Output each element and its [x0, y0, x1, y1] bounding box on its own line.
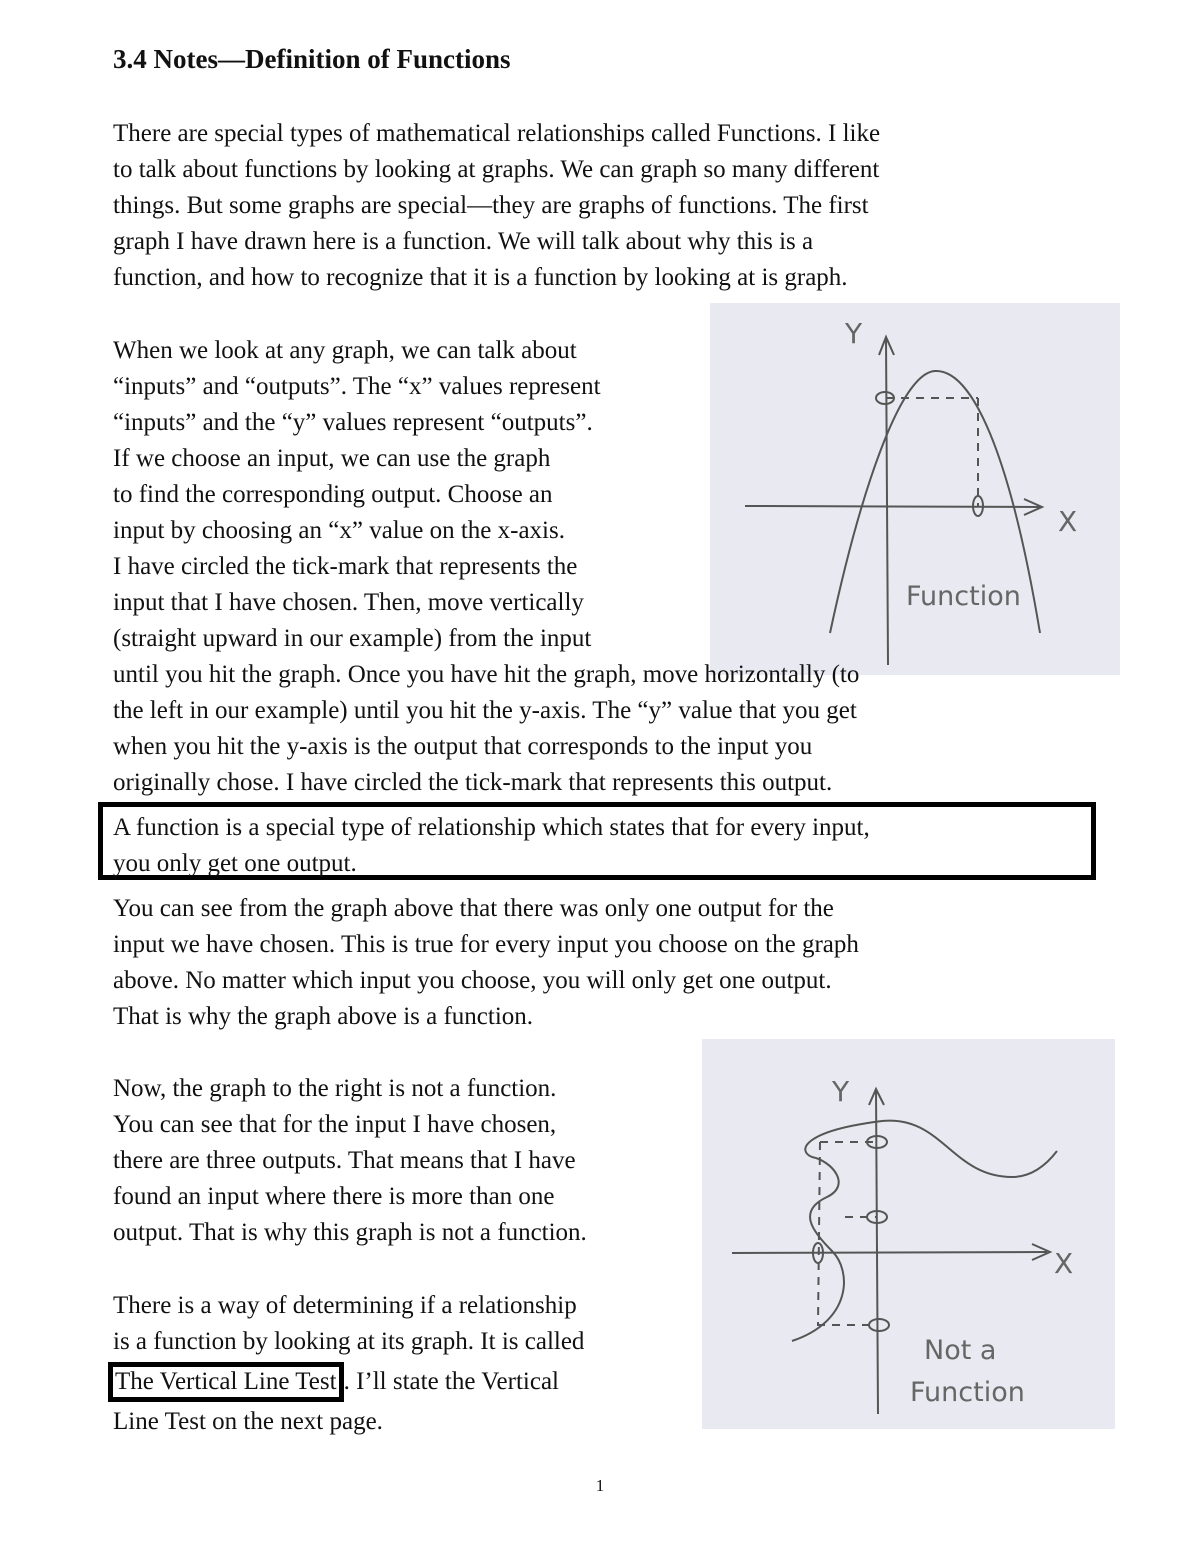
text-line: when you hit the y-axis is the output that corresponds to the input you: [113, 733, 813, 760]
dashed-vertical: [818, 1142, 820, 1325]
text-line: “inputs” and “outputs”. The “x” values represent: [113, 373, 601, 400]
explanation-paragraph: [113, 891, 859, 1035]
text-line: That is why the graph above is a function.: [113, 1003, 534, 1030]
text-line: Now, the graph to the right is not a function.: [113, 1075, 557, 1102]
text-line: to find the corresponding output. Choose an: [113, 481, 553, 508]
inputs-outputs-paragraph: [113, 333, 859, 801]
text-line: above. No matter which input you choose, you will only get one output.: [113, 967, 832, 994]
text-line: input that I have chosen. Then, move vertically: [113, 589, 584, 616]
graph-caption-line1: Not a: [924, 1335, 997, 1366]
x-axis: [732, 1252, 1047, 1253]
vertical-line-test-box: The Vertical Line Test: [108, 1362, 344, 1402]
text-line: You can see from the graph above that there was only one output for the: [113, 895, 834, 922]
text-line: There are special types of mathematical relationships called Functions. I like: [113, 120, 881, 147]
y-axis-label: Y: [832, 1075, 850, 1108]
text-line: until you hit the graph. Once you have hit the graph, move horizontally (to: [113, 661, 860, 688]
text-line: there are three outputs. That means that I have: [113, 1147, 576, 1174]
text-line: is a function by looking at its graph. It is called: [113, 1328, 585, 1355]
x-axis-label: X: [1058, 505, 1078, 538]
text-line: “inputs” and the “y” values represent “outputs”.: [113, 409, 593, 436]
page-title: 3.4 Notes—Definition of Functions: [113, 44, 511, 74]
text-line: You can see that for the input I have chosen,: [113, 1111, 557, 1138]
text-line: output. That is why this graph is not a function.: [113, 1219, 587, 1246]
text-line: There is a way of determining if a relationship: [113, 1292, 577, 1319]
vertical-line-test-paragraph: [113, 1288, 584, 1440]
text-line: When we look at any graph, we can talk about: [113, 337, 577, 364]
text-line: function, and how to recognize that it is a function by looking at is graph.: [113, 264, 848, 291]
text-line: originally chose. I have circled the tick-mark that represents this output.: [113, 769, 833, 796]
text-line: found an input where there is more than one: [113, 1183, 555, 1210]
output-circle-bottom: [869, 1319, 889, 1331]
definition-text: [113, 810, 870, 882]
text-line: things. But some graphs are special—they are graphs of functions. The first: [113, 192, 869, 219]
y-axis: [886, 337, 888, 665]
s-curve: [792, 1121, 1057, 1341]
not-function-paragraph: [113, 1071, 587, 1251]
text-line: you only get one output.: [113, 850, 357, 877]
text-line: the left in our example) until you hit the y-axis. The “y” value that you get: [113, 697, 857, 724]
text-line: (straight upward in our example) from the input: [113, 625, 592, 652]
text-line: to talk about functions by looking at graphs. We can graph so many different: [113, 156, 880, 183]
graph-caption-line2: Function: [910, 1377, 1025, 1408]
text-fragment: . I’ll state the Vertical: [343, 1368, 559, 1395]
y-axis: [876, 1089, 878, 1414]
text-line: input we have chosen. This is true for every input you choose on the graph: [113, 931, 859, 958]
page-number: 1: [595, 1476, 605, 1495]
not-function-graph: [702, 1039, 1115, 1429]
text-line: A function is a special type of relationship which states that for every input,: [113, 814, 870, 841]
intro-paragraph: [113, 116, 880, 296]
not-function-graph-photo: [702, 1039, 1115, 1429]
y-axis-label: Y: [845, 317, 863, 350]
text-line: graph I have drawn here is a function. We will talk about why this is a: [113, 228, 814, 255]
text-line: input by choosing an “x” value on the x-axis.: [113, 517, 565, 544]
text-line: [113, 1360, 584, 1404]
text-line: If we choose an input, we can use the graph: [113, 445, 551, 472]
text-line: Line Test on the next page.: [113, 1408, 383, 1435]
graph-caption: Function: [906, 581, 1021, 612]
x-axis-label: X: [1054, 1247, 1074, 1280]
text-line: I have circled the tick-mark that represents the: [113, 553, 578, 580]
